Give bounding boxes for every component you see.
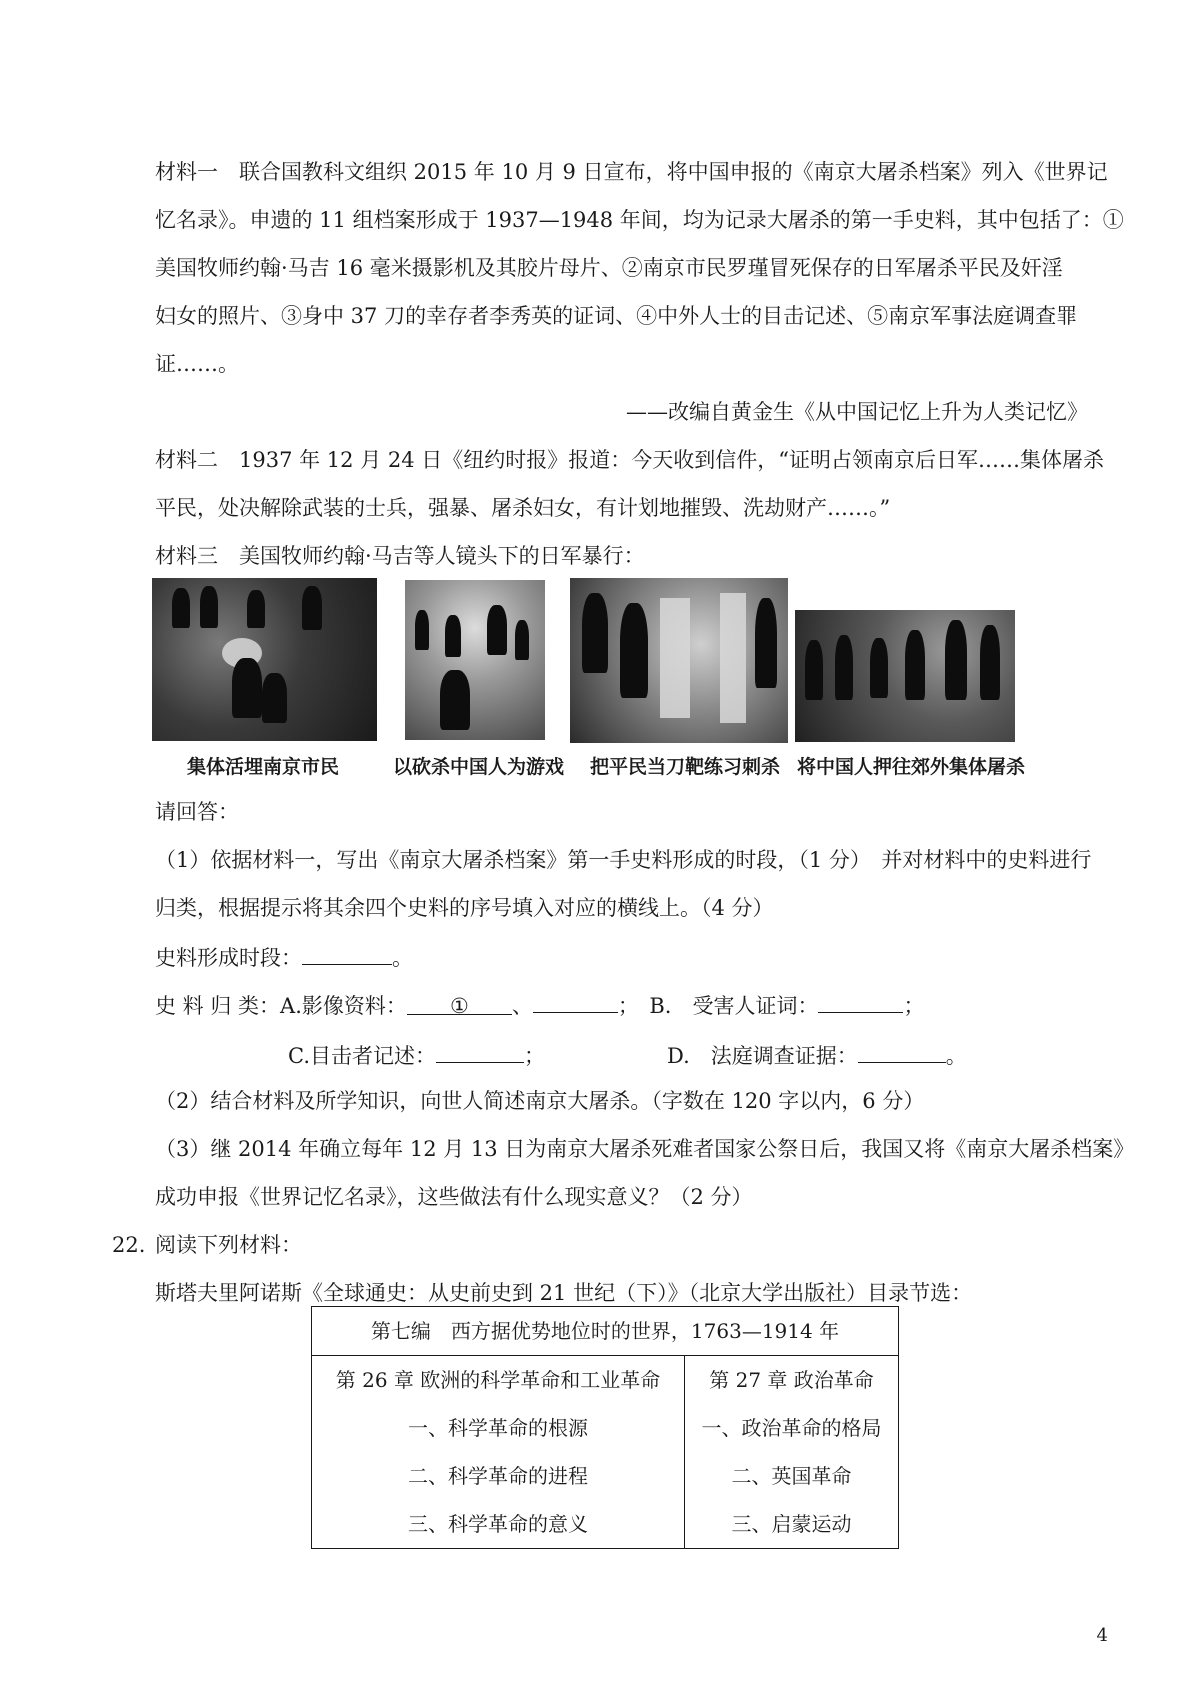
toc-item: 三、科学革命的意义 [408,1512,588,1536]
page-number: 4 [1096,1625,1108,1646]
period-answer-blank[interactable] [302,942,392,965]
material1-line5: 证……。 [155,352,239,376]
material1-line3: 美国牧师约翰·马吉 16 毫米摄影机及其胶片母片、②南京市民罗瑾冒死保存的日军屠杀平民及奸淫 [155,256,1063,280]
question-22-heading: 阅读下列材料： [155,1233,302,1257]
toc-item: 一、科学革命的根源 [408,1416,588,1440]
question-1-line2: 归类，根据提示将其余四个史料的序号填入对应的横线上。（4 分） [155,896,774,920]
semicolon: ； [524,1044,545,1068]
classify-row-2-d [667,1040,967,1070]
question-3-line1: （3）继 2014 年确立每年 12 月 13 日为南京大屠杀死难者国家公祭日后，我国又将《南京大屠杀档案》 [155,1137,1135,1161]
toc-chapter-27-header: 第 27 章 政治革命 [709,1368,874,1392]
witness-account-label: C.目击者记述： [288,1044,436,1068]
question-22-intro: 斯塔夫里阿诺斯《全球通史：从史前史到 21 世纪（下）》（北京大学出版社）目录节选： [155,1281,973,1305]
toc-chapter-27 [685,1356,899,1549]
image-material-blank-2[interactable] [533,990,618,1013]
photo-caption-3: 把平民当刀靶练习刺杀 [590,756,781,778]
toc-item: 三、启蒙运动 [731,1512,852,1536]
toc-chapter-26-header: 第 26 章 欧洲的科学革命和工业革命 [335,1368,661,1392]
classify-row-2 [288,1040,545,1070]
photo-caption-1: 集体活埋南京市民 [187,756,340,778]
period-row [155,942,413,972]
toc-item: 二、科学革命的进程 [408,1464,588,1488]
toc-item: 一、政治革命的格局 [701,1416,882,1440]
court-evidence-label: D. 法庭调查证据： [667,1044,858,1068]
questions-prompt: 请回答： [155,800,239,824]
semicolon: ； [903,994,925,1018]
material1-line4: 妇女的照片、③身中 37 刀的幸存者李秀英的证词、④中外人士的目击记述、⑤南京军事法庭调查罪 [155,304,1078,328]
question-22-number: 22. [112,1233,146,1257]
court-evidence-blank[interactable] [858,1040,946,1063]
image-material-blank-1[interactable]: ① [407,992,512,1015]
toc-item: 二、英国革命 [731,1464,852,1488]
question-3-line2: 成功申报《世界记忆名录》，这些做法有什么现实意义？（2 分） [155,1185,753,1209]
photo-caption-4: 将中国人押往郊外集体屠杀 [797,756,1026,778]
material3-intro: 材料三 美国牧师约翰·马吉等人镜头下的日军暴行： [155,544,645,568]
question-2: （2）结合材料及所学知识，向世人简述南京大屠杀。（字数在 120 字以内，6 分） [155,1089,925,1113]
material1-source: ——改编自黄金生《从中国记忆上升为人类记忆》 [626,400,1088,424]
victim-testimony-label: B. 受害人证词： [649,994,819,1018]
witness-account-blank[interactable] [436,1040,524,1063]
material2-line2: 平民，处决解除武装的士兵，强暴、屠杀妇女，有计划地摧毁、洗劫财产……。” [155,496,891,520]
period-end: 。 [392,946,413,970]
material1-line2: 忆名录》。申遗的 11 组档案形成于 1937—1948 年间，均为记录大屠杀的第一手史料，其中包括了：① [155,208,1124,232]
semicolon: ； [617,994,629,1018]
photo-escort [795,610,1015,742]
material2-line1: 材料二 1937 年 12 月 24 日《纽约时报》报道：今天收到信件，“证明占领南京后日军……集体屠杀 [155,448,1104,472]
toc-part-title: 第七编 西方据优势地位时的世界，1763—1914 年 [312,1307,899,1356]
photo-burial [152,578,377,741]
photo-bayonet [570,578,788,743]
question-1-line1: （1）依据材料一，写出《南京大屠杀档案》第一手史料形成的时段，（1 分） 并对材料中的史料进行 [155,848,1092,872]
classify-row-1 [155,990,924,1020]
photo-beheading [405,580,545,740]
material1-line1: 材料一 联合国教科文组织 2015 年 10 月 9 日宣布，将中国申报的《南京大屠杀档案》列入《世界记 [155,160,1108,184]
photo-caption-2: 以砍杀中国人为游戏 [393,756,565,778]
classify-label: 史 料 归 类：A.影像资料： [155,994,407,1018]
separator: 、 [511,994,533,1018]
toc-chapter-26 [312,1356,685,1549]
period-end: 。 [945,1044,967,1068]
period-label: 史料形成时段： [155,946,302,970]
victim-testimony-blank[interactable] [818,990,903,1013]
table-of-contents [311,1306,899,1549]
